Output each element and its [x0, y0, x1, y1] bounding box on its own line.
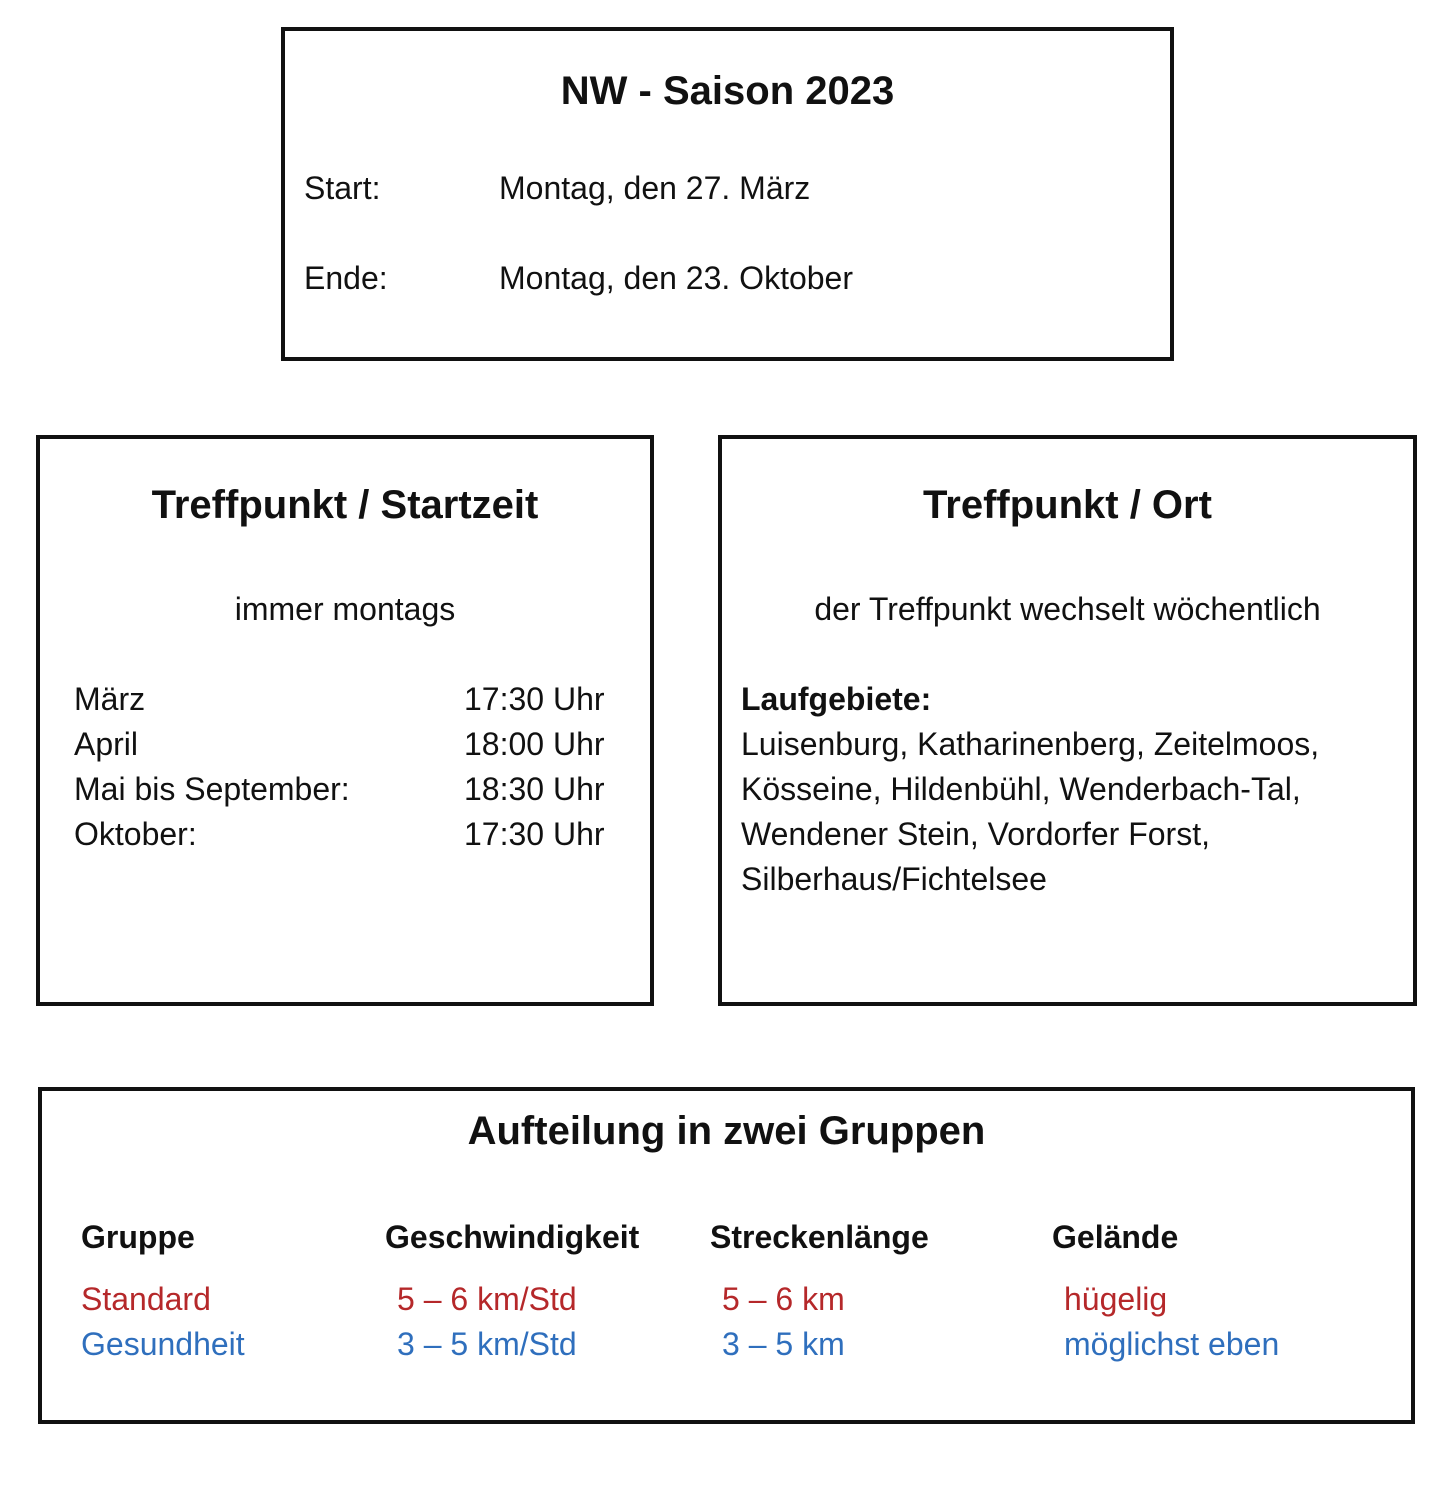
areas-list: [741, 722, 1401, 902]
groups-title: Aufteilung in zwei Gruppen: [467, 1109, 986, 1153]
areas-label: Laufgebiete:: [741, 681, 932, 717]
time-value: 18:30 Uhr: [464, 771, 605, 807]
time-month: März: [74, 681, 146, 717]
areas-line: Silberhaus/Fichtelsee: [741, 861, 1047, 897]
terrain-health: möglichst eben: [1064, 1326, 1280, 1362]
time-row: [74, 677, 624, 722]
areas-line: Luisenburg, Katharinenberg, Zeitelmoos,: [741, 726, 1320, 762]
end-date: Montag, den 23. Oktober: [499, 260, 853, 296]
end-label: Ende:: [304, 260, 388, 296]
group-header: Gruppe: [81, 1219, 195, 1255]
group-column: [81, 1215, 245, 1367]
start-times-subtitle: immer montags: [234, 591, 456, 627]
time-month: April: [74, 726, 139, 762]
length-header: Streckenlänge: [710, 1219, 929, 1255]
location-box: [718, 435, 1417, 1006]
speed-header: Geschwindigkeit: [385, 1219, 640, 1255]
time-value: 17:30 Uhr: [464, 816, 605, 852]
terrain-header: Gelände: [1052, 1219, 1179, 1255]
time-value: 17:30 Uhr: [464, 681, 605, 717]
time-month: Mai bis September:: [74, 771, 350, 807]
season-title: NW - Saison 2023: [560, 69, 895, 113]
time-value: 18:00 Uhr: [464, 726, 605, 762]
length-standard: 5 – 6 km: [722, 1281, 845, 1317]
group-name-standard: Standard: [81, 1281, 211, 1317]
start-label: Start:: [304, 170, 381, 206]
group-name-health: Gesundheit: [81, 1326, 245, 1362]
areas-line: Kösseine, Hildenbühl, Wenderbach-Tal,: [741, 771, 1301, 807]
groups-box: [38, 1087, 1415, 1424]
location-subtitle: der Treffpunkt wechselt wöchentlich: [814, 591, 1321, 627]
start-date: Montag, den 27. März: [499, 170, 811, 206]
terrain-standard: hügelig: [1064, 1281, 1168, 1317]
areas-line: Wendener Stein, Vordorfer Forst,: [741, 816, 1210, 852]
speed-health: 3 – 5 km/Std: [397, 1326, 577, 1362]
start-times-title: Treffpunkt / Startzeit: [151, 483, 539, 527]
speed-column: [385, 1215, 639, 1367]
terrain-column: [1052, 1215, 1279, 1367]
time-row: [74, 812, 624, 857]
season-box: [281, 27, 1174, 361]
time-row: [74, 767, 624, 812]
start-times-box: [36, 435, 654, 1006]
length-column: [710, 1215, 929, 1367]
time-row: [74, 722, 624, 767]
location-title: Treffpunkt / Ort: [923, 483, 1212, 527]
length-health: 3 – 5 km: [722, 1326, 845, 1362]
time-month: Oktober:: [74, 816, 197, 852]
speed-standard: 5 – 6 km/Std: [397, 1281, 577, 1317]
